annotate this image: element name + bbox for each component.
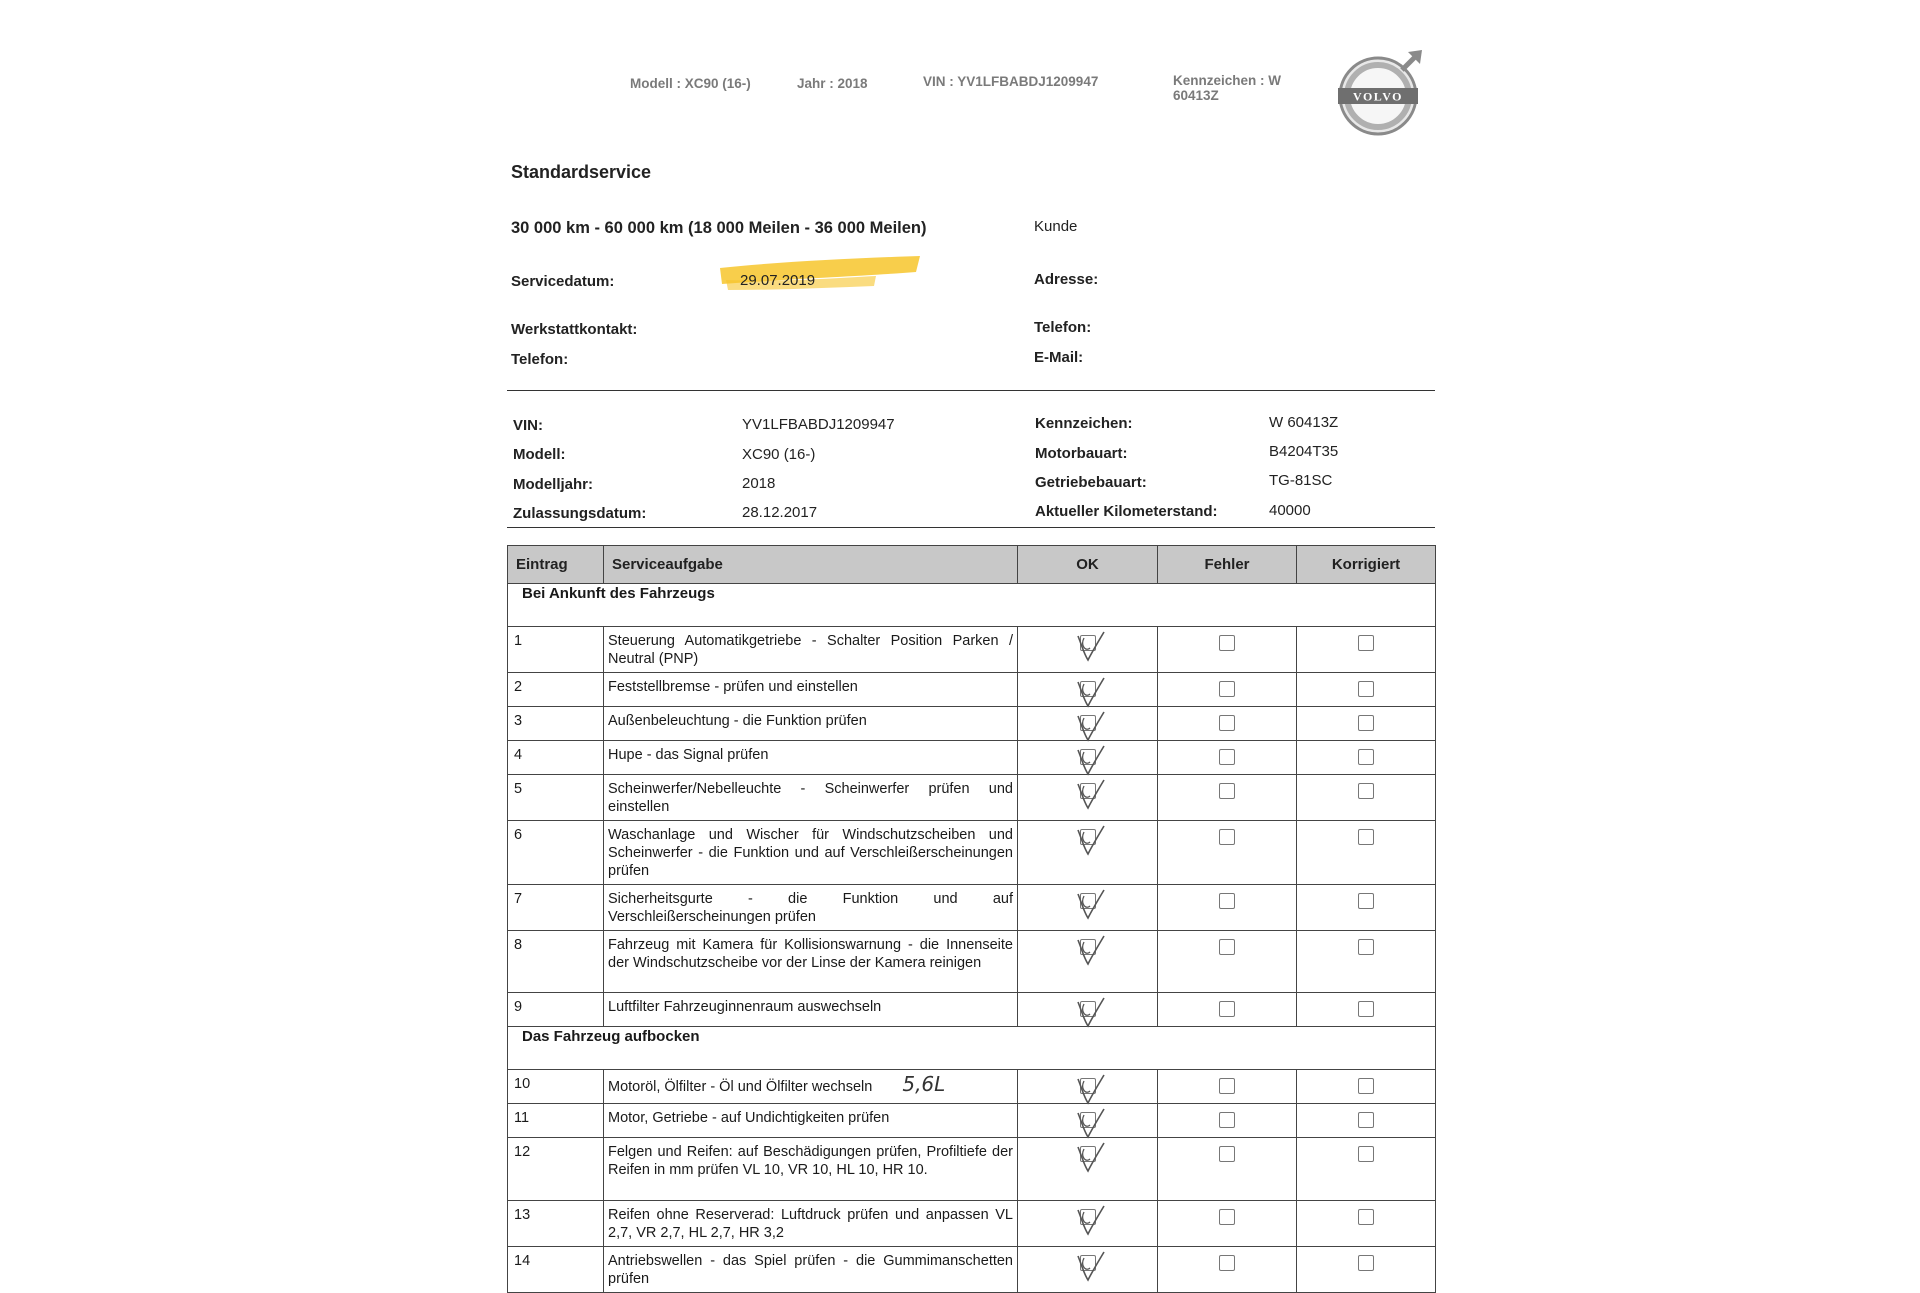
table-row bbox=[508, 931, 1436, 993]
fehler-checkbox[interactable] bbox=[1219, 893, 1235, 909]
fehler-checkbox[interactable] bbox=[1219, 1001, 1235, 1017]
ok-checkbox-checked[interactable] bbox=[1077, 783, 1099, 807]
ok-cell bbox=[1018, 775, 1158, 821]
ok-checkbox-checked[interactable] bbox=[1077, 1209, 1099, 1233]
ok-cell bbox=[1018, 707, 1158, 741]
modelljahr-label: Modelljahr: bbox=[513, 476, 594, 493]
table-row bbox=[508, 1104, 1436, 1138]
header-kennzeichen-line1: Kennzeichen : W bbox=[1173, 73, 1282, 88]
col-ok: OK bbox=[1018, 546, 1158, 584]
col-serviceaufgabe: Serviceaufgabe bbox=[604, 546, 1018, 584]
fehler-cell bbox=[1158, 673, 1297, 707]
entry-number: 13 bbox=[508, 1201, 604, 1247]
task-text: Sicherheitsgurte - die Funktion und auf Verschleißerscheinungen prüfen bbox=[608, 891, 1013, 925]
ok-checkbox-checked[interactable] bbox=[1077, 939, 1099, 963]
fehler-cell bbox=[1158, 627, 1297, 673]
getriebebauart-value: TG-81SC bbox=[1269, 472, 1333, 489]
fehler-checkbox[interactable] bbox=[1219, 681, 1235, 697]
header-vin: VIN : YV1LFBABDJ1209947 bbox=[923, 74, 1099, 89]
task-text: Felgen und Reifen: auf Beschädigungen prüfen, Profiltiefe der Reifen in mm prüfen VL 10, VR 10, HL 10, HR 10. bbox=[608, 1144, 1013, 1178]
task-cell bbox=[604, 931, 1018, 993]
fehler-cell bbox=[1158, 1138, 1297, 1201]
ok-cell bbox=[1018, 627, 1158, 673]
fehler-cell bbox=[1158, 1201, 1297, 1247]
task-text: Antriebswellen - das Spiel prüfen - die Gummimanschetten prüfen bbox=[608, 1253, 1013, 1287]
korrigiert-cell bbox=[1297, 673, 1436, 707]
entry-number: 8 bbox=[508, 931, 604, 993]
fehler-cell bbox=[1158, 885, 1297, 931]
fehler-checkbox[interactable] bbox=[1219, 749, 1235, 765]
fehler-checkbox[interactable] bbox=[1219, 1112, 1235, 1128]
ok-checkbox-checked[interactable] bbox=[1077, 1146, 1099, 1170]
korrigiert-cell bbox=[1297, 931, 1436, 993]
fehler-cell bbox=[1158, 931, 1297, 993]
task-text: Waschanlage und Wischer für Windschutzscheiben und Scheinwerfer - die Funktion und auf Verschleißerscheinungen prüfen bbox=[608, 827, 1013, 879]
table-row bbox=[508, 821, 1436, 885]
korrigiert-cell bbox=[1297, 741, 1436, 775]
ok-cell bbox=[1018, 1201, 1158, 1247]
entry-number: 4 bbox=[508, 741, 604, 775]
fehler-checkbox[interactable] bbox=[1219, 635, 1235, 651]
ok-cell bbox=[1018, 821, 1158, 885]
kunde-label: Kunde bbox=[1034, 218, 1078, 235]
kilometerstand-value: 40000 bbox=[1269, 502, 1311, 519]
task-cell bbox=[604, 1104, 1018, 1138]
korrigiert-cell bbox=[1297, 1138, 1436, 1201]
task-cell bbox=[604, 1201, 1018, 1247]
korrigiert-checkbox[interactable] bbox=[1358, 1001, 1374, 1017]
ok-cell bbox=[1018, 1070, 1158, 1104]
korrigiert-cell bbox=[1297, 1104, 1436, 1138]
ok-cell bbox=[1018, 993, 1158, 1027]
ok-cell bbox=[1018, 1138, 1158, 1201]
col-fehler: Fehler bbox=[1158, 546, 1297, 584]
zulassungsdatum-value: 28.12.2017 bbox=[742, 504, 818, 521]
ok-checkbox-checked[interactable] bbox=[1077, 1255, 1099, 1279]
korrigiert-checkbox[interactable] bbox=[1358, 635, 1374, 651]
fehler-checkbox[interactable] bbox=[1219, 939, 1235, 955]
volvo-logo bbox=[1334, 48, 1426, 140]
korrigiert-cell bbox=[1297, 885, 1436, 931]
ok-checkbox-checked[interactable] bbox=[1077, 635, 1099, 659]
section-row bbox=[508, 584, 1436, 627]
werkstattkontakt-label: Werkstattkontakt: bbox=[511, 321, 638, 338]
fehler-cell bbox=[1158, 741, 1297, 775]
ok-cell bbox=[1018, 1104, 1158, 1138]
table-row bbox=[508, 775, 1436, 821]
task-text: Motoröl, Ölfilter - Öl und Ölfilter wechseln bbox=[608, 1079, 873, 1095]
ok-checkbox-checked[interactable] bbox=[1077, 893, 1099, 917]
modell-label: Modell: bbox=[513, 446, 566, 463]
korrigiert-checkbox[interactable] bbox=[1358, 749, 1374, 765]
ok-cell bbox=[1018, 885, 1158, 931]
task-cell bbox=[604, 707, 1018, 741]
korrigiert-cell bbox=[1297, 775, 1436, 821]
handwritten-note: 5,6L bbox=[902, 1072, 946, 1096]
task-text: Außenbeleuchtung - die Funktion prüfen bbox=[608, 713, 867, 729]
col-korrigiert: Korrigiert bbox=[1297, 546, 1436, 584]
task-cell bbox=[604, 775, 1018, 821]
korrigiert-cell bbox=[1297, 627, 1436, 673]
motorbauart-label: Motorbauart: bbox=[1035, 445, 1128, 462]
header-kennzeichen bbox=[1173, 73, 1281, 103]
ok-cell bbox=[1018, 931, 1158, 993]
table-row bbox=[508, 1138, 1436, 1201]
task-cell bbox=[604, 1138, 1018, 1201]
task-text: Fahrzeug mit Kamera für Kollisionswarnung - die Innenseite der Windschutzscheibe vor der Linse der Kamera reinigen bbox=[608, 937, 1013, 971]
entry-number: 10 bbox=[508, 1070, 604, 1104]
fehler-cell bbox=[1158, 707, 1297, 741]
task-cell bbox=[604, 1070, 1018, 1104]
table-row bbox=[508, 673, 1436, 707]
ok-checkbox-checked[interactable] bbox=[1077, 1112, 1099, 1136]
fehler-checkbox[interactable] bbox=[1219, 1146, 1235, 1162]
fehler-cell bbox=[1158, 1070, 1297, 1104]
fehler-cell bbox=[1158, 1247, 1297, 1293]
volvo-logo-text: VOLVO bbox=[1353, 89, 1403, 104]
korrigiert-cell bbox=[1297, 993, 1436, 1027]
korrigiert-checkbox[interactable] bbox=[1358, 1146, 1374, 1162]
korrigiert-cell bbox=[1297, 707, 1436, 741]
korrigiert-checkbox[interactable] bbox=[1358, 893, 1374, 909]
korrigiert-checkbox[interactable] bbox=[1358, 1209, 1374, 1225]
task-text: Luftfilter Fahrzeuginnenraum auswechseln bbox=[608, 999, 882, 1015]
table-row bbox=[508, 1247, 1436, 1293]
fehler-checkbox[interactable] bbox=[1219, 829, 1235, 845]
divider-top bbox=[507, 390, 1435, 391]
entry-number: 9 bbox=[508, 993, 604, 1027]
korrigiert-checkbox[interactable] bbox=[1358, 681, 1374, 697]
service-task-table bbox=[507, 545, 1436, 1293]
vin-label: VIN: bbox=[513, 417, 543, 434]
header-jahr: Jahr : 2018 bbox=[797, 76, 868, 91]
fehler-checkbox[interactable] bbox=[1219, 783, 1235, 799]
korrigiert-checkbox[interactable] bbox=[1358, 829, 1374, 845]
korrigiert-checkbox[interactable] bbox=[1358, 1112, 1374, 1128]
fehler-cell bbox=[1158, 993, 1297, 1027]
entry-number: 7 bbox=[508, 885, 604, 931]
korrigiert-cell bbox=[1297, 821, 1436, 885]
entry-number: 14 bbox=[508, 1247, 604, 1293]
task-text: Steuerung Automatikgetriebe - Schalter Position Parken / Neutral (PNP) bbox=[608, 633, 1013, 667]
ok-checkbox-checked[interactable] bbox=[1077, 1001, 1099, 1025]
task-cell bbox=[604, 627, 1018, 673]
ok-checkbox-checked[interactable] bbox=[1077, 829, 1099, 853]
servicedatum-label: Servicedatum: bbox=[511, 273, 615, 290]
fehler-checkbox[interactable] bbox=[1219, 1078, 1235, 1094]
korrigiert-checkbox[interactable] bbox=[1358, 715, 1374, 731]
ok-checkbox-checked[interactable] bbox=[1077, 681, 1099, 705]
table-row bbox=[508, 993, 1436, 1027]
task-cell bbox=[604, 673, 1018, 707]
modelljahr-value: 2018 bbox=[742, 475, 776, 492]
task-text: Hupe - das Signal prüfen bbox=[608, 747, 769, 763]
adresse-label: Adresse: bbox=[1034, 271, 1099, 288]
task-cell bbox=[604, 885, 1018, 931]
korrigiert-cell bbox=[1297, 1247, 1436, 1293]
entry-number: 3 bbox=[508, 707, 604, 741]
kennzeichen-label: Kennzeichen: bbox=[1035, 415, 1133, 432]
table-header-row bbox=[508, 546, 1436, 584]
task-text: Reifen ohne Reserverad: Luftdruck prüfen und anpassen VL 2,7, VR 2,7, HL 2,7, HR 3,2 bbox=[608, 1207, 1013, 1241]
table-row bbox=[508, 707, 1436, 741]
table-row bbox=[508, 885, 1436, 931]
task-cell bbox=[604, 821, 1018, 885]
table-body bbox=[508, 584, 1436, 1293]
kennzeichen-value: W 60413Z bbox=[1269, 414, 1339, 431]
entry-number: 6 bbox=[508, 821, 604, 885]
header-kennzeichen-line2: 60413Z bbox=[1173, 88, 1219, 103]
section-row bbox=[508, 1027, 1436, 1070]
service-interval: 30 000 km - 60 000 km (18 000 Meilen - 36 000 Meilen) bbox=[511, 219, 927, 237]
korrigiert-checkbox[interactable] bbox=[1358, 783, 1374, 799]
fehler-checkbox[interactable] bbox=[1219, 1255, 1235, 1271]
header-modell: Modell : XC90 (16-) bbox=[630, 76, 751, 91]
task-cell bbox=[604, 993, 1018, 1027]
ok-checkbox-checked[interactable] bbox=[1077, 1078, 1099, 1102]
table-row bbox=[508, 1070, 1436, 1104]
ok-cell bbox=[1018, 1247, 1158, 1293]
entry-number: 1 bbox=[508, 627, 604, 673]
col-eintrag: Eintrag bbox=[508, 546, 604, 584]
ok-checkbox-checked[interactable] bbox=[1077, 749, 1099, 773]
task-cell bbox=[604, 741, 1018, 775]
kunde-telefon-label: Telefon: bbox=[1034, 319, 1092, 336]
entry-number: 2 bbox=[508, 673, 604, 707]
entry-number: 5 bbox=[508, 775, 604, 821]
entry-number: 12 bbox=[508, 1138, 604, 1201]
task-text: Scheinwerfer/Nebelleuchte - Scheinwerfer prüfen und einstellen bbox=[608, 781, 1013, 815]
section-title: Bei Ankunft des Fahrzeugs bbox=[508, 584, 1436, 627]
werkstatt-telefon-label: Telefon: bbox=[511, 351, 569, 368]
korrigiert-checkbox[interactable] bbox=[1358, 1255, 1374, 1271]
fehler-cell bbox=[1158, 775, 1297, 821]
task-text: Feststellbremse - prüfen und einstellen bbox=[608, 679, 858, 695]
table-row bbox=[508, 1201, 1436, 1247]
zulassungsdatum-label: Zulassungsdatum: bbox=[513, 505, 647, 522]
korrigiert-cell bbox=[1297, 1201, 1436, 1247]
task-cell bbox=[604, 1247, 1018, 1293]
fehler-checkbox[interactable] bbox=[1219, 715, 1235, 731]
table-row bbox=[508, 741, 1436, 775]
vin-value: YV1LFBABDJ1209947 bbox=[742, 416, 895, 433]
ok-cell bbox=[1018, 741, 1158, 775]
section-title: Das Fahrzeug aufbocken bbox=[508, 1027, 1436, 1070]
ok-cell bbox=[1018, 673, 1158, 707]
page-title: Standardservice bbox=[511, 162, 652, 182]
entry-number: 11 bbox=[508, 1104, 604, 1138]
fehler-checkbox[interactable] bbox=[1219, 1209, 1235, 1225]
modell-value: XC90 (16-) bbox=[742, 446, 816, 463]
kilometerstand-label: Aktueller Kilometerstand: bbox=[1035, 503, 1218, 520]
getriebebauart-label: Getriebebauart: bbox=[1035, 474, 1147, 491]
servicedatum-value: 29.07.2019 bbox=[740, 272, 816, 289]
ok-checkbox-checked[interactable] bbox=[1077, 715, 1099, 739]
divider-bottom bbox=[507, 527, 1435, 528]
korrigiert-cell bbox=[1297, 1070, 1436, 1104]
korrigiert-checkbox[interactable] bbox=[1358, 939, 1374, 955]
task-text: Motor, Getriebe - auf Undichtigkeiten prüfen bbox=[608, 1110, 890, 1126]
table-row bbox=[508, 627, 1436, 673]
korrigiert-checkbox[interactable] bbox=[1358, 1078, 1374, 1094]
motorbauart-value: B4204T35 bbox=[1269, 443, 1339, 460]
email-label: E-Mail: bbox=[1034, 349, 1084, 366]
fehler-cell bbox=[1158, 821, 1297, 885]
fehler-cell bbox=[1158, 1104, 1297, 1138]
